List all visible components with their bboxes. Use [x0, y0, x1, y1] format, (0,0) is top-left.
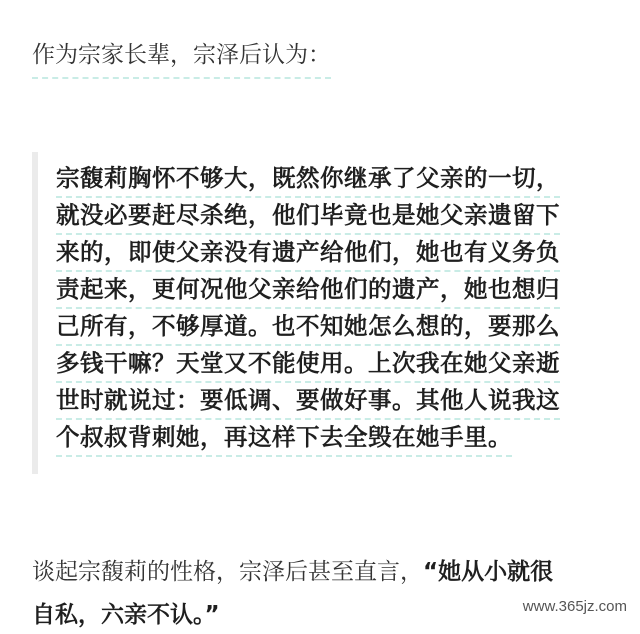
outro-quote-emphasis: “她从小就很: [423, 559, 554, 585]
quote-line: 宗馥莉胸怀不够大，既然你继承了父亲的一切，: [56, 160, 560, 198]
quote-line: 就没必要赶尽杀绝，他们毕竟也是她父亲遗留下: [56, 197, 560, 235]
outro-text: 谈起宗馥莉的性格，宗泽后甚至直言，: [32, 559, 423, 585]
outro-paragraph-line: [32, 553, 553, 591]
quote-line: 己所有，不够厚道。也不知她怎么想的，要那么: [56, 308, 560, 346]
outro-quote-emphasis: 自私，六亲不认。”: [32, 602, 220, 628]
quote-line: 责起来，更何况他父亲给他们的遗产，她也想归: [56, 271, 560, 309]
quote-line: 世时就说过：要低调、要做好事。其他人说我这: [56, 382, 560, 420]
blockquote-bar: [32, 152, 38, 474]
quote-line: 来的，即使父亲没有遗产给他们，她也有义务负: [56, 234, 560, 272]
quote-line: 多钱干嘛？天堂又不能使用。上次我在她父亲逝: [56, 345, 560, 383]
outro-paragraph-line: [32, 596, 220, 634]
intro-paragraph: 作为宗家长辈，宗泽后认为：: [32, 35, 331, 79]
watermark: www.365jz.com: [520, 597, 630, 616]
quote-line: 个叔叔背刺她，再这样下去全毁在她手里。: [56, 419, 512, 457]
